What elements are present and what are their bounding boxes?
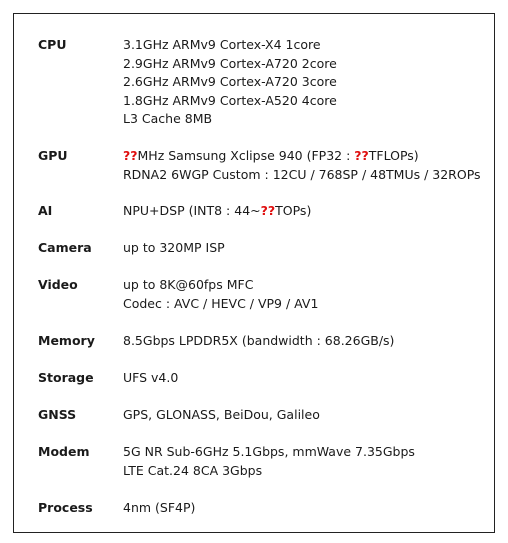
spec-values xyxy=(123,239,225,258)
spec-line: 8.5Gbps LPDDR5X (bandwidth : 68.26GB/s) xyxy=(123,333,395,348)
spec-label: Process xyxy=(38,500,93,515)
unknown-value-marker: ?? xyxy=(354,148,369,163)
spec-line: 2.9GHz ARMv9 Cortex-A720 2core xyxy=(123,55,337,71)
spec-label: Modem xyxy=(38,444,90,459)
spec-label: AI xyxy=(38,203,53,218)
spec-line: 4nm (SF4P) xyxy=(123,500,196,515)
spec-values xyxy=(123,276,318,313)
spec-line: GPS, GLONASS, BeiDou, Galileo xyxy=(123,407,320,422)
unknown-value-marker: ?? xyxy=(260,203,276,218)
unknown-value-marker: ?? xyxy=(123,148,138,163)
spec-values xyxy=(123,202,311,221)
spec-values xyxy=(123,443,415,480)
spec-label: Camera xyxy=(38,240,92,255)
spec-values xyxy=(123,147,481,184)
spec-line: NPU+DSP (INT8 : 44~??TOPs) xyxy=(123,203,312,218)
spec-line: RDNA2 6WGP Custom : 12CU / 768SP / 48TMUs / 32ROPs xyxy=(123,166,481,182)
spec-label: CPU xyxy=(38,37,67,52)
spec-label: GNSS xyxy=(38,407,77,422)
spec-label: Memory xyxy=(38,333,95,348)
spec-values xyxy=(123,499,195,518)
spec-line: ??MHz Samsung Xclipse 940 (FP32 : ??TFLOPs) xyxy=(123,148,419,163)
spec-line: 5G NR Sub-6GHz 5.1Gbps, mmWave 7.35Gbps xyxy=(123,444,415,459)
spec-values xyxy=(123,406,320,425)
spec-values xyxy=(123,369,178,388)
spec-values xyxy=(123,332,394,351)
spec-line: 3.1GHz ARMv9 Cortex-X4 1core xyxy=(123,37,321,52)
spec-sheet-frame xyxy=(13,13,495,533)
spec-line: L3 Cache 8MB xyxy=(123,111,213,126)
spec-label: Video xyxy=(38,277,78,292)
spec-line: up to 8K@60fps MFC xyxy=(123,277,254,292)
spec-label: Storage xyxy=(38,370,94,385)
spec-values xyxy=(123,36,337,129)
spec-line: 2.6GHz ARMv9 Cortex-A720 3core xyxy=(123,74,337,89)
spec-label: GPU xyxy=(38,148,68,163)
spec-line: up to 320MP ISP xyxy=(123,240,225,255)
spec-line: Codec : AVC / HEVC / VP9 / AV1 xyxy=(123,295,319,311)
spec-line: 1.8GHz ARMv9 Cortex-A520 4core xyxy=(123,92,337,108)
spec-line: LTE Cat.24 8CA 3Gbps xyxy=(123,462,263,478)
spec-line: UFS v4.0 xyxy=(123,370,179,385)
